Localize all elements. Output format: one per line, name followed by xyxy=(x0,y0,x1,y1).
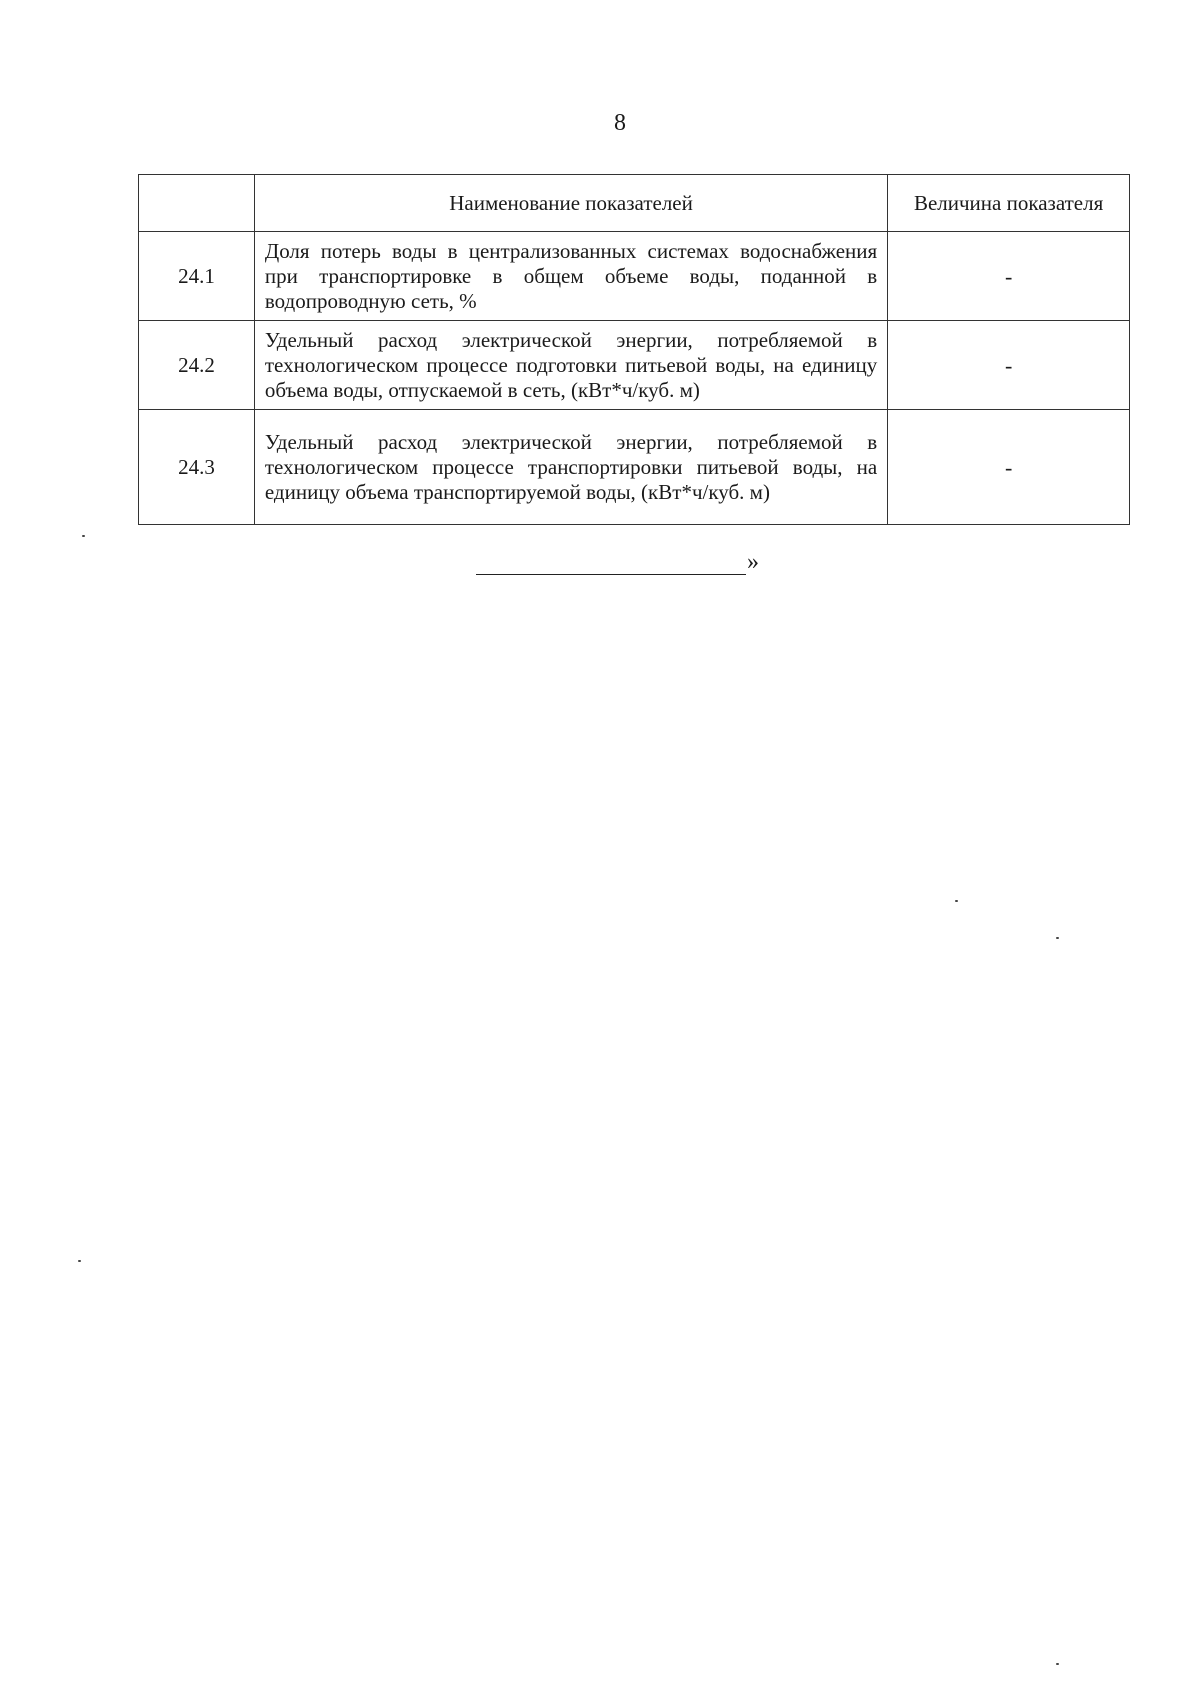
header-value-cell: Величина показателя xyxy=(888,175,1130,232)
row-number-cell: 24.2 xyxy=(139,321,255,410)
row-number-cell: 24.3 xyxy=(139,410,255,525)
row-value-cell: - xyxy=(888,321,1130,410)
row-name-cell: Удельный расход электрической энергии, потребляемой в технологическом процессе подготовки питьевой воды, на единицу объема воды, отпускаемой в сеть, (кВт*ч/куб. м) xyxy=(254,321,887,410)
scan-speck xyxy=(78,1260,81,1262)
scan-speck xyxy=(1056,1663,1059,1665)
table-row xyxy=(139,232,1130,321)
table-row xyxy=(139,321,1130,410)
row-name-cell: Доля потерь воды в централизованных системах водоснабжения при транспортировке в общем объеме воды, поданной в водопроводную сеть, % xyxy=(254,232,887,321)
header-number-cell xyxy=(139,175,255,232)
indicators-table xyxy=(138,174,1130,525)
closing-mark xyxy=(476,548,759,575)
table-row xyxy=(139,410,1130,525)
row-number-cell: 24.1 xyxy=(139,232,255,321)
header-name-cell: Наименование показателей xyxy=(254,175,887,232)
row-value-cell: - xyxy=(888,410,1130,525)
table-header-row xyxy=(139,175,1130,232)
row-value-cell: - xyxy=(888,232,1130,321)
scan-speck xyxy=(1056,937,1059,939)
row-name-cell: Удельный расход электрической энергии, потребляемой в технологическом процессе транспортировки питьевой воды, на единицу объема транспортируемой воды, (кВт*ч/куб. м) xyxy=(254,410,887,525)
page-number: 8 xyxy=(614,110,626,136)
closing-underline xyxy=(476,548,746,575)
closing-quote: » xyxy=(747,549,759,575)
scan-speck xyxy=(955,900,958,902)
scan-speck xyxy=(82,535,85,537)
